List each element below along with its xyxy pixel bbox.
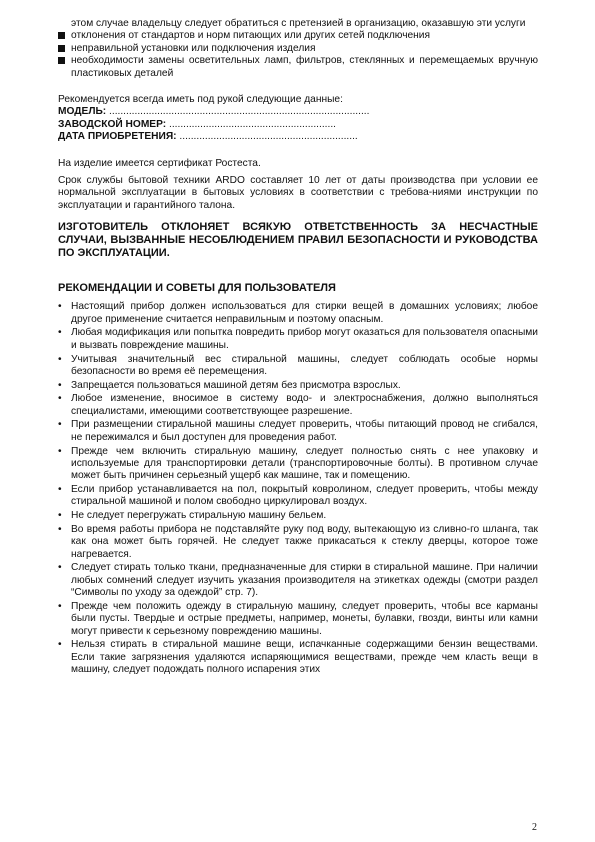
bullet-icon: •: [58, 523, 62, 535]
bullet-icon: •: [58, 419, 62, 431]
model-field: МОДЕЛЬ: ............................................................................................: [58, 106, 370, 118]
list-item: • Прежде чем положить одежду в стиральную машину, следует проверить, чтобы все карманы были пусты. Твердые и острые предметы, например, монеты, булавки, гвозди, винты или камни могут привести к серьезному повреждению машины.: [58, 600, 538, 637]
bullet-icon: •: [58, 510, 62, 522]
bullet-icon: •: [58, 353, 62, 365]
bullet-icon: •: [58, 639, 62, 651]
list-item: • Любое изменение, вносимое в систему водо- и электроснабжения, должно выполняться специалистами, имеющими соответствующее разрешение.: [58, 393, 538, 417]
square-bullet-icon: [58, 32, 65, 39]
bullet-icon: •: [58, 301, 62, 313]
square-bullet-icon: [58, 45, 65, 52]
section-heading: РЕКОМЕНДАЦИИ И СОВЕТЫ ДЛЯ ПОЛЬЗОВАТЕЛЯ: [58, 282, 336, 295]
list-item: • Прежде чем включить стиральную машину, следует полностью снять с нее упаковку и используемые для транспортировки детали (транспортировочные болты). В противном случае может быть причинен серьезный ущерб как машине, так и помещению.: [58, 445, 538, 482]
service-life-text: Срок службы бытовой техники ARDO составляет 10 лет от даты производства при условии ее нормальной эксплуатации в бытовых условиях в соответствии с требова-ниями инструкции по эксплуатации и гарантийного талона.: [58, 175, 538, 211]
intro-continuation: этом случае владельцу следует обратиться с претензией в организацию, оказавшую эти услуги: [71, 18, 526, 29]
exclusion-item: отклонения от стандартов и норм питающих или других сетей подключения: [58, 30, 538, 42]
bullet-icon: •: [58, 393, 62, 405]
list-item: • Учитывая значительный вес стиральной машины, следует соблюдать особые нормы безопасности во время её перемещения.: [58, 353, 538, 377]
product-data-block: [58, 94, 538, 144]
list-item: • Запрещается пользоваться машиной детям без присмотра взрослых.: [58, 379, 401, 391]
list-item: • При размещении стиральной машины следует проверить, чтобы питающий провод не сгибался, не пережимался и был доступен для проведения работ.: [58, 419, 538, 443]
exclusion-item: необходимости замены осветительных ламп, фильтров, стеклянных и перемещаемых вручную пластиковых деталей: [58, 55, 538, 80]
serial-number-field: ЗАВОДСКОЙ НОМЕР: ...........................................................: [58, 118, 336, 130]
list-item: • Нельзя стирать в стиральной машине вещи, испачканные содержащими бензин веществами. Если такие загрязнения удаляются испаряющимися веществами, прежде чем класть вещи в машину, следует подождать полного испарения этих: [58, 639, 538, 676]
document-page: [58, 18, 538, 678]
tips-list: [58, 301, 538, 676]
list-item: • Любая модификация или попытка повредить прибор могут оказаться для пользователя опасными и вызвать повреждение машины.: [58, 327, 538, 351]
certificate-text: На изделие имеется сертификат Ростеста.: [58, 157, 261, 169]
bullet-icon: •: [58, 562, 62, 574]
bullet-icon: •: [58, 445, 62, 457]
bullet-icon: •: [58, 327, 62, 339]
square-bullet-icon: [58, 57, 65, 64]
bullet-icon: •: [58, 379, 62, 391]
bullet-icon: •: [58, 484, 62, 496]
purchase-date-field: ДАТА ПРИОБРЕТЕНИЯ: ...............................................................: [58, 131, 358, 143]
list-item: • Не следует перегружать стиральную машину бельем.: [58, 510, 327, 522]
exclusion-item: неправильной установки или подключения изделия: [58, 43, 538, 55]
list-item: • Настоящий прибор должен использоваться для стирки вещей в домашних условиях; любое другое применение считается неправильным и поэтому опасным.: [58, 301, 538, 325]
keep-data-text: Рекомендуется всегда иметь под рукой следующие данные:: [58, 94, 343, 106]
list-item: • Во время работы прибора не подставляйте руку под воду, вытекающую из сливно-го шланга, так как она может быть горячей. Не следует также прикасаться к стеклу дверцы, которое тоже нагревается.: [58, 523, 538, 560]
liability-warning: ИЗГОТОВИТЕЛЬ ОТКЛОНЯЕТ ВСЯКУЮ ОТВЕТСТВЕННОСТЬ ЗА НЕСЧАСТНЫЕ СЛУЧАИ, ВЫЗВАННЫЕ НЕСОБЛЮДЕНИЕМ ПРАВИЛ БЕЗОПАСНОСТИ И РУКОВОДСТВА ПО ЭКСПЛУАТАЦИИ.: [58, 221, 538, 260]
list-item: • Следует стирать только ткани, предназначенные для стирки в стиральной машине. При наличии любых сомнений следует изучить указания производителя на этикетках одежды (смотри раздел “Символы по уходу за одеждой” стр. 7).: [58, 562, 538, 599]
page-number: 2: [532, 822, 537, 833]
exclusion-list: [58, 30, 538, 80]
list-item: • Если прибор устанавливается на пол, покрытый ковролином, следует проверить, чтобы между стиральной машиной и полом свободно циркулировал воздух.: [58, 484, 538, 508]
bullet-icon: •: [58, 600, 62, 612]
